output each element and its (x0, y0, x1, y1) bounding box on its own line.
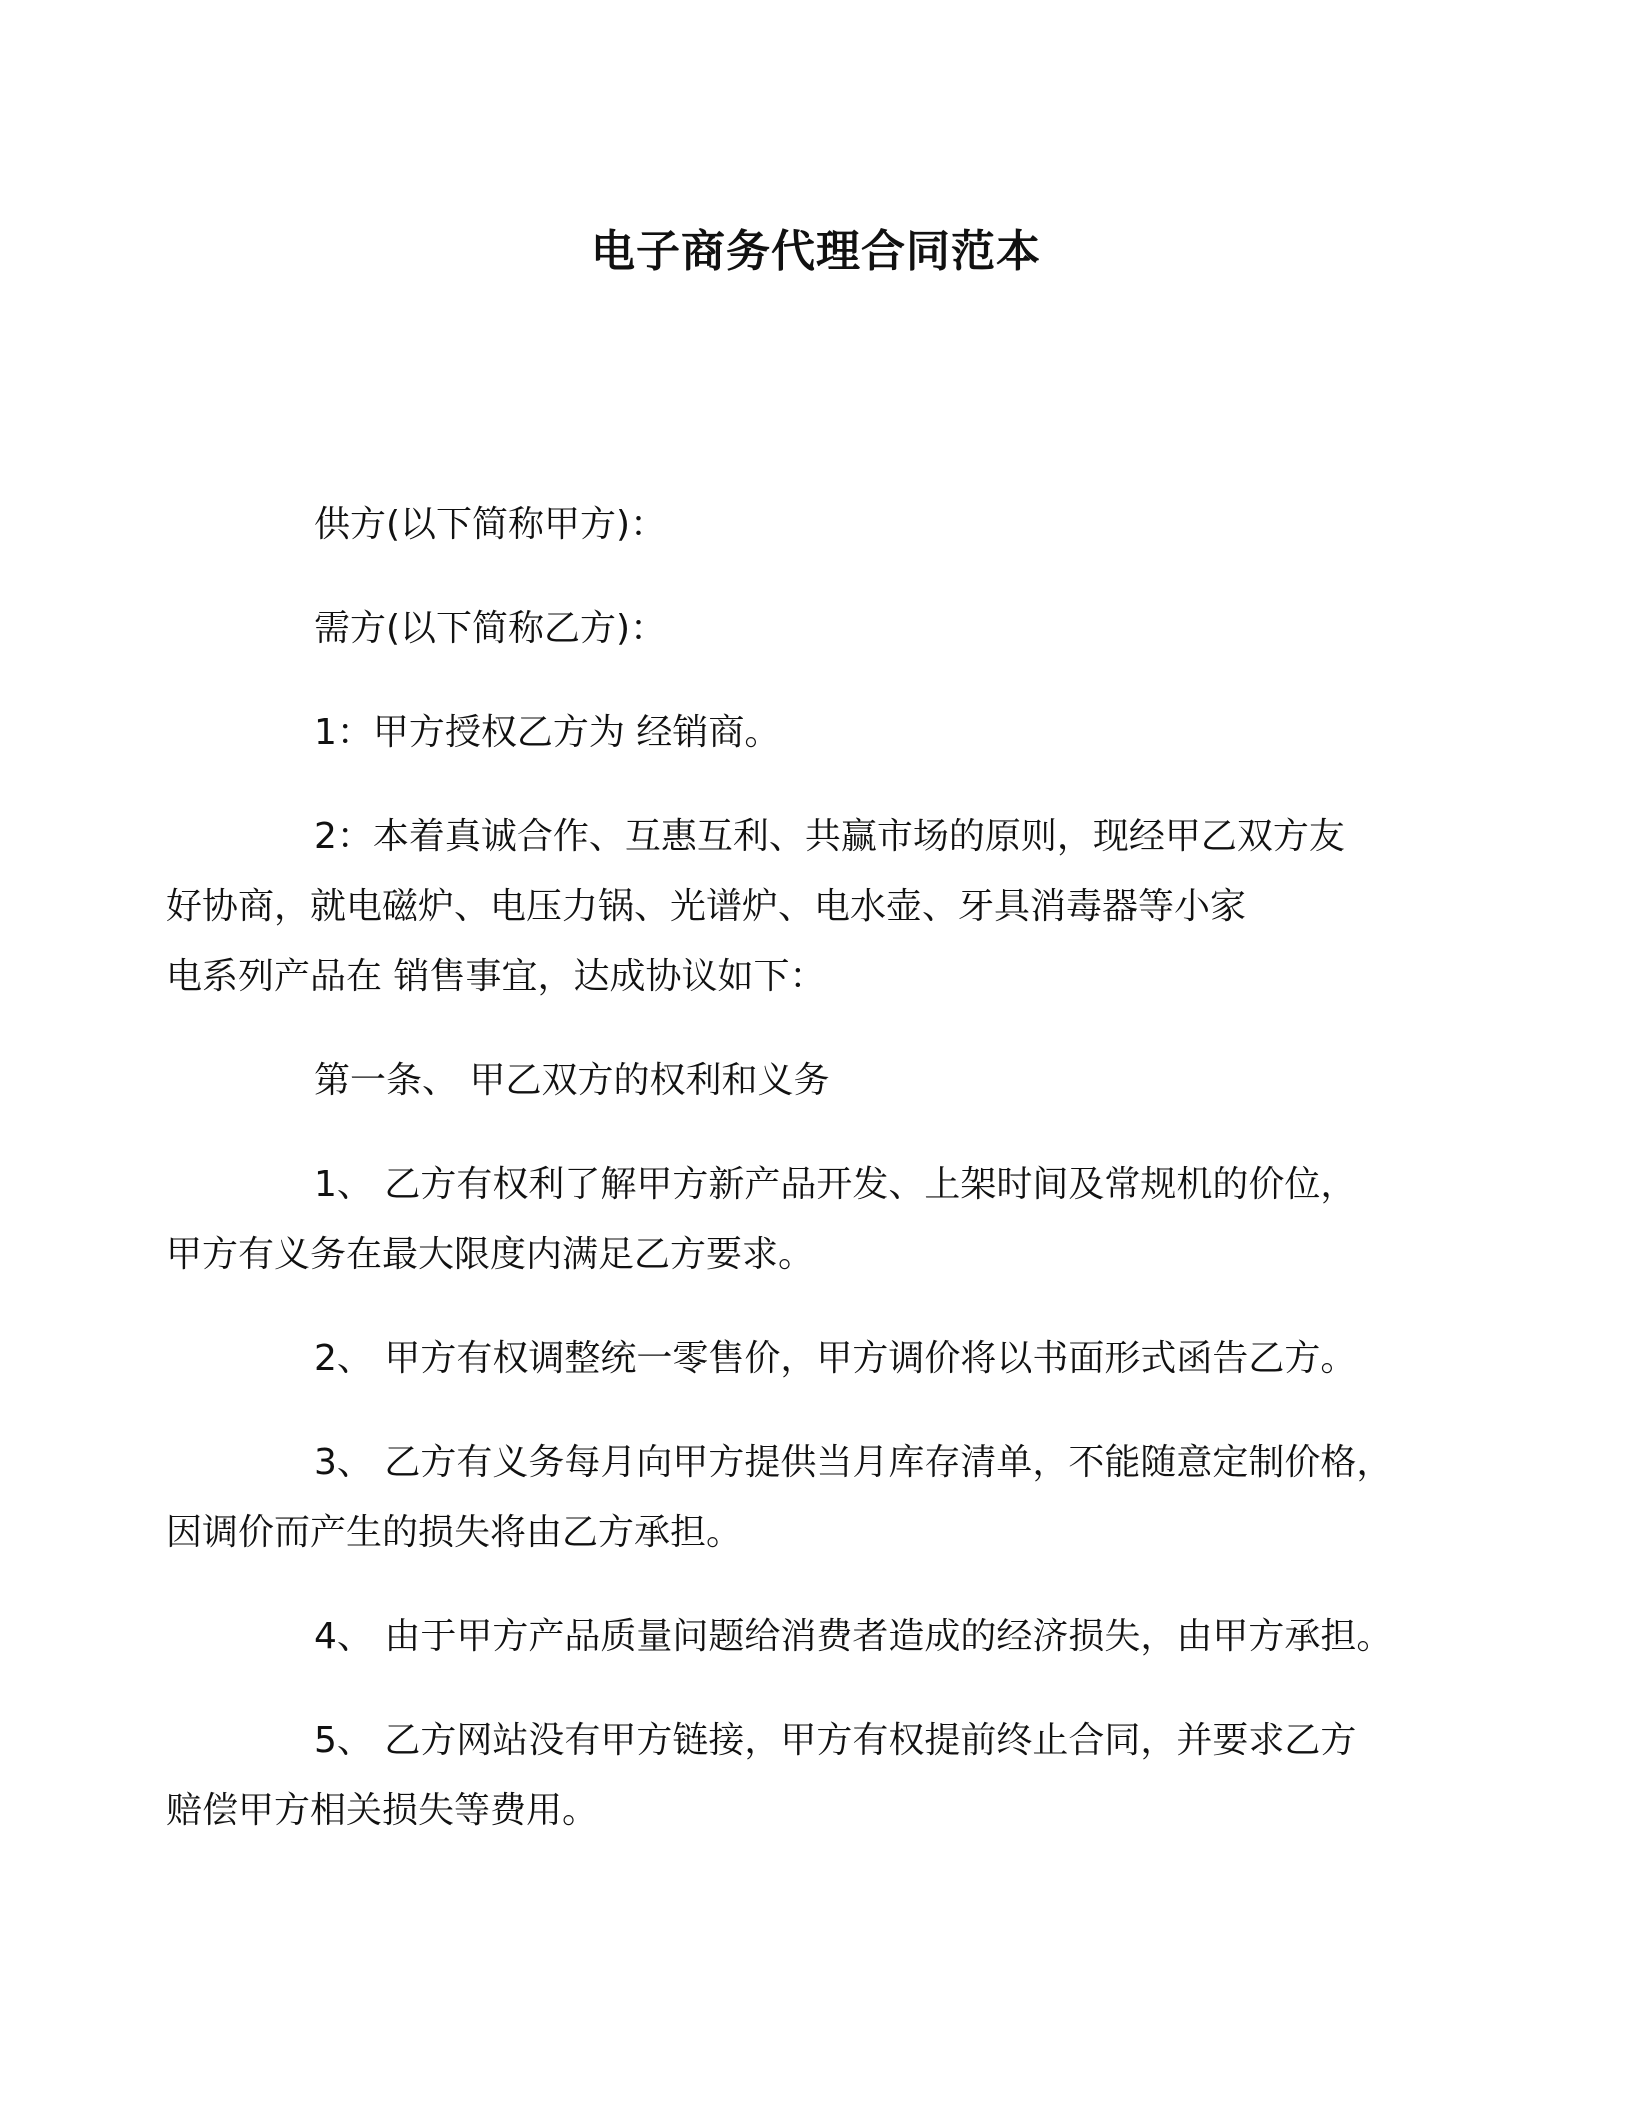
paragraph-line: 因调价而产生的损失将由乙方承担。 (166, 1512, 743, 1553)
paragraph-supplier (240, 490, 1420, 560)
paragraph-item-2 (166, 802, 1420, 1012)
clause-5 (166, 1706, 1420, 1846)
paragraph-buyer (240, 594, 1420, 664)
paragraph-line: 2：本着真诚合作、互惠互利、共赢市场的原则，现经甲乙双方友 (314, 816, 1345, 857)
paragraph-line: 第一条、 甲乙双方的权利和义务 (314, 1060, 830, 1101)
paragraph-line: 4、 由于甲方产品质量问题给消费者造成的经济损失，由甲方承担。 (314, 1616, 1393, 1657)
paragraph-line: 好协商，就电磁炉、电压力锅、光谱炉、电水壶、牙具消毒器等小家 (166, 886, 1247, 927)
paragraph-line: 1、 乙方有权利了解甲方新产品开发、上架时间及常规机的价位， (314, 1164, 1357, 1205)
paragraph-line: 电系列产品在 销售事宜，达成协议如下： (166, 956, 826, 997)
paragraph-line: 1：甲方授权乙方为 经销商。 (314, 712, 781, 753)
clause-3 (166, 1428, 1420, 1568)
paragraph-line: 5、 乙方网站没有甲方链接，甲方有权提前终止合同，并要求乙方 (314, 1720, 1357, 1761)
clause-1 (166, 1150, 1420, 1290)
paragraph-line: 3、 乙方有义务每月向甲方提供当月库存清单，不能随意定制价格， (314, 1442, 1393, 1483)
clause-2 (240, 1324, 1420, 1394)
paragraph-item-1 (240, 698, 1420, 768)
paragraph-line: 需方(以下简称乙方)： (314, 608, 667, 649)
paragraph-line: 赔偿甲方相关损失等费用。 (166, 1790, 599, 1831)
document-title: 电子商务代理合同范本 (591, 226, 1041, 277)
paragraph-line: 2、 甲方有权调整统一零售价，甲方调价将以书面形式函告乙方。 (314, 1338, 1357, 1379)
paragraph-line: 甲方有义务在最大限度内满足乙方要求。 (166, 1234, 815, 1275)
paragraph-line: 供方(以下简称甲方)： (314, 504, 667, 545)
document-body (166, 490, 1420, 1880)
clause-4 (240, 1602, 1420, 1672)
section-heading-article-1 (240, 1046, 1420, 1116)
